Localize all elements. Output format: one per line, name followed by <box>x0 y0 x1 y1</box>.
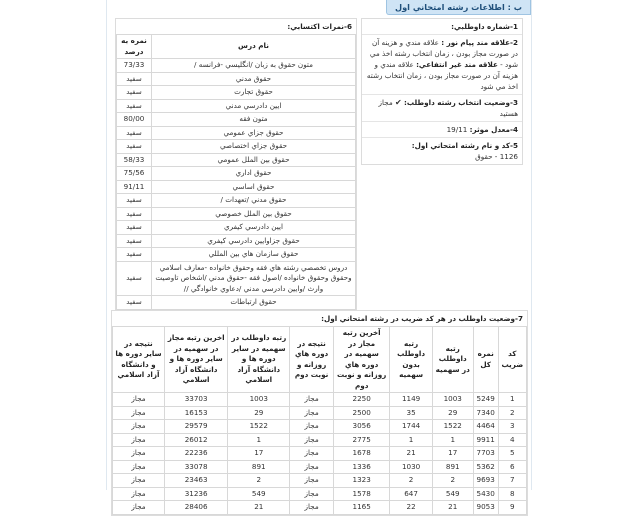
course-name: حقوق بين الملل عمومي <box>152 153 356 167</box>
course-score: 73/33 <box>117 59 152 73</box>
grades-box <box>115 18 357 311</box>
grades-body <box>117 59 356 310</box>
status-cell: 5362 <box>473 460 498 474</box>
status-cell: 549 <box>432 487 473 501</box>
check-icon: ✔ <box>394 98 402 107</box>
grade-row <box>117 234 356 248</box>
status-row <box>113 406 527 420</box>
status-cell: 2 <box>432 474 473 488</box>
status-cell: 21 <box>228 501 290 515</box>
status-cell: 9 <box>498 501 526 515</box>
status-cell: 2 <box>498 406 526 420</box>
grades-table <box>116 34 356 310</box>
course-name: حقوق اساسي <box>152 180 356 194</box>
status-cell: مجاز <box>113 447 165 461</box>
status-cell: 8 <box>498 487 526 501</box>
course-score: سفيد <box>117 140 152 154</box>
status-header-cell: نمره كل <box>473 327 498 393</box>
status-cell: 2500 <box>333 406 389 420</box>
status-cell: 16153 <box>165 406 228 420</box>
course-name: حقوق جزاي اختصاصي <box>152 140 356 154</box>
status-row <box>113 501 527 515</box>
candidate-number-row <box>362 19 522 35</box>
course-score: 75/56 <box>117 167 152 181</box>
status-cell: مجاز <box>113 406 165 420</box>
status-title: 7-وضعيت داوطلب در هر كد ضريب در رشته امتحاني اول: <box>321 314 523 323</box>
status-cell: 9911 <box>473 433 498 447</box>
grade-row <box>117 207 356 221</box>
status-cell: 1 <box>432 433 473 447</box>
status-cell: 1 <box>390 433 432 447</box>
status-header-cell: رتبه داوطلب بدون سهميه <box>390 327 432 393</box>
status-cell: 7340 <box>473 406 498 420</box>
status-cell: 31236 <box>165 487 228 501</box>
status-cell: 5249 <box>473 393 498 407</box>
status-row <box>113 474 527 488</box>
field-value: 1126 - حقوق <box>475 152 518 161</box>
status-row <box>113 393 527 407</box>
course-score: سفيد <box>117 99 152 113</box>
status-cell: 23463 <box>165 474 228 488</box>
status-cell: 17 <box>228 447 290 461</box>
course-name: متون فقه <box>152 113 356 127</box>
grade-row <box>117 261 356 296</box>
status-cell: 1003 <box>432 393 473 407</box>
status-cell: 28406 <box>165 501 228 515</box>
interest-label: 2-علاقه مند پيام نور : <box>441 38 518 47</box>
grade-row <box>117 167 356 181</box>
status-cell: 22236 <box>165 447 228 461</box>
status-cell: 33078 <box>165 460 228 474</box>
status-header-cell: نتيجه در ساير دوره ها و دانشگاه آزاد اسلامي <box>113 327 165 393</box>
status-cell: مجاز <box>113 474 165 488</box>
exam-field-info-panel <box>106 0 532 511</box>
course-name: حقوق جزاي عمومي <box>152 126 356 140</box>
course-name: حقوق ارتباطات <box>152 296 356 310</box>
course-name: ايين دادرسي كيفري <box>152 221 356 235</box>
status-cell: 3056 <box>333 420 389 434</box>
status-cell: 1030 <box>390 460 432 474</box>
course-score: 80/00 <box>117 113 152 127</box>
status-cell: 33703 <box>165 393 228 407</box>
status-header-row <box>113 327 527 393</box>
course-score: 58/33 <box>117 153 152 167</box>
status-header-cell: نتيجه در دوره هاي روزانه و نوبت دوم <box>290 327 334 393</box>
grade-row <box>117 126 356 140</box>
interest-text: علاقه مندي و هزينه آن در صورت مجاز بودن ، زمان انتخاب رشته اخذ مي شود - <box>369 38 518 69</box>
status-cell: مجاز <box>290 447 334 461</box>
status-cell: مجاز <box>290 460 334 474</box>
course-score: سفيد <box>117 221 152 235</box>
field-label: 5-كد و نام رشته امتحاني اول: <box>411 141 518 150</box>
interest-nonprofit-label: علاقه مند غير انتفاعي: <box>416 60 498 69</box>
status-cell: 1323 <box>333 474 389 488</box>
interest-row <box>362 35 522 95</box>
gpa-value: 19/11 <box>446 125 468 134</box>
course-name: حقوق اداري <box>152 167 356 181</box>
status-cell: 6 <box>498 460 526 474</box>
status-cell: 549 <box>228 487 290 501</box>
status-cell: 21 <box>432 501 473 515</box>
status-cell: 9053 <box>473 501 498 515</box>
course-score: سفيد <box>117 248 152 262</box>
status-cell: 891 <box>432 460 473 474</box>
grade-row <box>117 140 356 154</box>
status-row <box>113 420 527 434</box>
status-cell: مجاز <box>113 487 165 501</box>
status-cell: مجاز <box>113 393 165 407</box>
status-cell: 1149 <box>390 393 432 407</box>
grade-row <box>117 194 356 208</box>
panel-title: ب : اطلاعات رشته امتحاني اول <box>386 0 531 15</box>
status-cell: مجاز <box>290 393 334 407</box>
status-cell: 1522 <box>228 420 290 434</box>
status-cell: 4 <box>498 433 526 447</box>
course-score: سفيد <box>117 261 152 296</box>
course-score: سفيد <box>117 86 152 100</box>
course-name: حقوق بين الملل خصوصي <box>152 207 356 221</box>
course-name: حقوق تجارت <box>152 86 356 100</box>
status-cell: 29579 <box>165 420 228 434</box>
course-name: متون حقوق به زبان /انگليسي -فرانسه / <box>152 59 356 73</box>
status-cell: 2 <box>228 474 290 488</box>
status-cell: 29 <box>228 406 290 420</box>
course-score: سفيد <box>117 126 152 140</box>
grades-header-row <box>117 35 356 59</box>
course-score: سفيد <box>117 234 152 248</box>
grade-row <box>117 180 356 194</box>
grade-row <box>117 99 356 113</box>
gpa-label: 4-معدل موثر: <box>469 125 518 134</box>
status-header-cell: رتبه داوطلب در سهميه در ساير دوره ها و دانشگاه آزاد اسلامي <box>228 327 290 393</box>
status-cell: مجاز <box>290 420 334 434</box>
score-header: نمره به درصد <box>117 35 152 59</box>
status-cell: 1678 <box>333 447 389 461</box>
status-header-cell: اخرين رتبه مجاز در سهميه در ساير دوره ها و دانشگاه آزاد اسلامي <box>165 327 228 393</box>
status-cell: 7703 <box>473 447 498 461</box>
status-cell: مجاز <box>290 406 334 420</box>
status-cell: مجاز <box>290 474 334 488</box>
selection-status-value: مجاز هستيد <box>378 98 518 118</box>
status-cell: 2250 <box>333 393 389 407</box>
status-cell: 2775 <box>333 433 389 447</box>
course-name: ايين دادرسي مدني <box>152 99 356 113</box>
grades-title: 6-نمرات اكتسابي: <box>287 22 352 31</box>
status-table <box>112 326 527 515</box>
status-header-cell: رتبه داوطلب در سهميه <box>432 327 473 393</box>
status-cell: 1 <box>498 393 526 407</box>
grade-row <box>117 59 356 73</box>
status-cell: مجاز <box>113 460 165 474</box>
status-row <box>113 487 527 501</box>
course-name: حقوق سازمان هاي بين المللي <box>152 248 356 262</box>
status-header-cell: آخرين رتبه مجاز در سهميه در دوره هاي روزانه و نوبت دوم <box>333 327 389 393</box>
course-score: سفيد <box>117 207 152 221</box>
grade-row <box>117 221 356 235</box>
status-cell: مجاز <box>290 501 334 515</box>
status-cell: مجاز <box>113 501 165 515</box>
status-cell: 1578 <box>333 487 389 501</box>
course-name: دروس تخصصي رشته هاي فقه وحقوق خانواده -معارف اسلامي وحقوق وحقوق خانواده /اصول فقه -حقوق مدني /اشخاص تاوصيت وارث /وايين دادرسي مدني /دعاوي خانوادگي // <box>152 261 356 296</box>
grade-row <box>117 153 356 167</box>
status-cell: 29 <box>432 406 473 420</box>
status-cell: 647 <box>390 487 432 501</box>
status-cell: مجاز <box>113 420 165 434</box>
status-cell: 2 <box>390 474 432 488</box>
grade-row <box>117 72 356 86</box>
gpa-row <box>362 122 522 138</box>
status-cell: 7 <box>498 474 526 488</box>
status-cell: مجاز <box>290 487 334 501</box>
status-cell: 1336 <box>333 460 389 474</box>
status-cell: 891 <box>228 460 290 474</box>
selection-status-label: 3-وضعيت انتخاب رشته داوطلب: <box>403 98 518 107</box>
coefficient-status-box <box>111 310 528 516</box>
status-cell: 1003 <box>228 393 290 407</box>
course-name: حقوق مدني /تعهدات / <box>152 194 356 208</box>
course-name: حقوق جزاوايين دادرسي كيفري <box>152 234 356 248</box>
grade-row <box>117 296 356 310</box>
status-row <box>113 433 527 447</box>
status-cell: 5 <box>498 447 526 461</box>
interest-nonprofit-text: علاقه مندي و هزينه آن در صورت مجاز بودن ، زمان انتخاب رشته اخذ مي شود <box>366 60 518 91</box>
status-cell: 1744 <box>390 420 432 434</box>
status-cell: 1522 <box>432 420 473 434</box>
status-body <box>113 393 527 515</box>
candidate-info-box <box>361 18 523 165</box>
status-cell: 26012 <box>165 433 228 447</box>
status-cell: 5430 <box>473 487 498 501</box>
course-name-header: نام درس <box>152 35 356 59</box>
field-row <box>362 138 522 164</box>
status-cell: مجاز <box>290 433 334 447</box>
grade-row <box>117 86 356 100</box>
course-score: سفيد <box>117 194 152 208</box>
status-cell: 22 <box>390 501 432 515</box>
course-name: حقوق مدني <box>152 72 356 86</box>
course-score: 91/11 <box>117 180 152 194</box>
status-cell: 1165 <box>333 501 389 515</box>
grade-row <box>117 248 356 262</box>
status-cell: 35 <box>390 406 432 420</box>
course-score: سفيد <box>117 72 152 86</box>
status-cell: 9693 <box>473 474 498 488</box>
status-cell: مجاز <box>113 433 165 447</box>
selection-status-row <box>362 95 522 122</box>
status-row <box>113 460 527 474</box>
status-cell: 3 <box>498 420 526 434</box>
status-header-cell: كد ضريب <box>498 327 526 393</box>
status-row <box>113 447 527 461</box>
status-cell: 1 <box>228 433 290 447</box>
course-score: سفيد <box>117 296 152 310</box>
candidate-number-label: 1-شماره داوطلبي: <box>451 22 518 31</box>
status-cell: 21 <box>390 447 432 461</box>
status-cell: 4464 <box>473 420 498 434</box>
grade-row <box>117 113 356 127</box>
status-cell: 17 <box>432 447 473 461</box>
